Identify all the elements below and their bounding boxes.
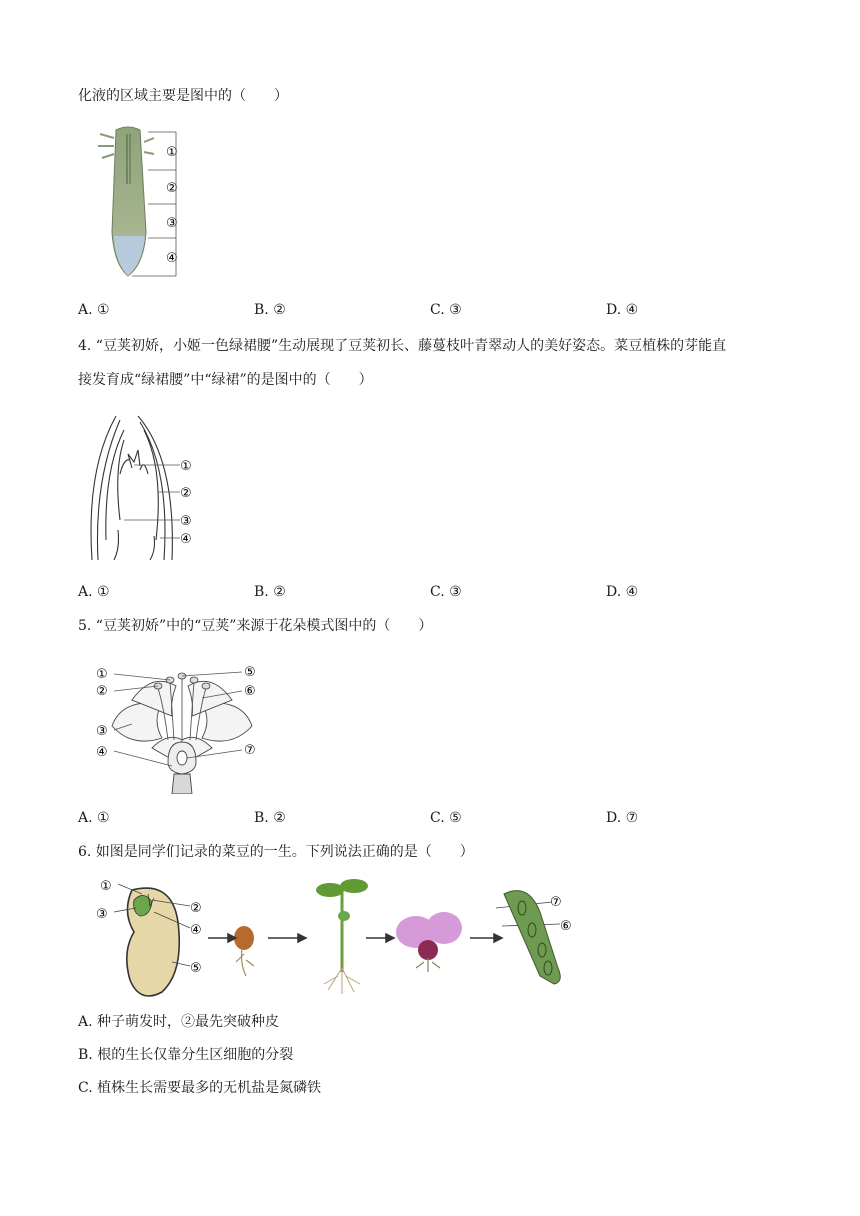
q6-option-c[interactable]: C. 植株生长需要最多的无机盐是氮磷铁 [78, 1080, 322, 1096]
bean-label-5: ⑤ [190, 961, 202, 976]
q4-option-b[interactable]: B. ② [254, 584, 286, 600]
bean-life-cycle-figure [92, 872, 592, 1000]
bean-label-6: ⑥ [560, 919, 572, 934]
seedling [316, 879, 368, 994]
bud-section-figure [84, 410, 214, 562]
flower-diagram [92, 658, 272, 794]
q5-option-c[interactable]: C. ⑤ [430, 810, 462, 826]
root-label-3: ③ [166, 216, 178, 231]
bean-label-7: ⑦ [550, 895, 562, 910]
bud-label-2: ② [180, 486, 192, 501]
germinating-seed [234, 926, 254, 976]
flower-label-5: ⑤ [244, 665, 256, 680]
bean-flower [396, 912, 462, 972]
q6-stem: 6. 如图是同学们记录的菜豆的一生。下列说法正确的是（ ） [78, 844, 474, 860]
q3-option-c[interactable]: C. ③ [430, 302, 462, 318]
flower-label-1: ① [96, 667, 108, 682]
bud-label-1: ① [180, 459, 192, 474]
q4-stem-line2: 接发育成“绿裙腰”中“绿裙”的是图中的（ ） [78, 372, 373, 388]
q3-option-a[interactable]: A. ① [78, 302, 110, 318]
root-label-2: ② [166, 181, 178, 196]
q4-option-a[interactable]: A. ① [78, 584, 110, 600]
root-label-1: ① [166, 145, 178, 160]
q4-stem-line1: 4. “豆荚初娇，小姬一色绿裙腰”生动展现了豆荚初长、藤蔓枝叶青翠动人的美好姿态。菜豆植株的芽能直 [78, 338, 727, 354]
q4-option-d[interactable]: D. ④ [606, 584, 639, 600]
flower-label-2: ② [96, 684, 108, 699]
q5-option-d[interactable]: D. ⑦ [606, 810, 639, 826]
bud-label-4: ④ [180, 532, 192, 547]
q5-option-a[interactable]: A. ① [78, 810, 110, 826]
bean-seed-diagram [127, 888, 179, 996]
root-label-4: ④ [166, 251, 178, 266]
q6-option-a[interactable]: A. 种子萌发时，②最先突破种皮 [78, 1014, 280, 1030]
q5-option-b[interactable]: B. ② [254, 810, 286, 826]
root-tip-figure [92, 124, 192, 280]
q5-stem: 5. “豆荚初娇”中的“豆荚”来源于花朵模式图中的（ ） [78, 618, 433, 634]
bean-label-4: ④ [190, 923, 202, 938]
q3-stem: 化液的区域主要是图中的（ ） [78, 88, 288, 104]
flower-label-4: ④ [96, 745, 108, 760]
q4-option-c[interactable]: C. ③ [430, 584, 462, 600]
bean-label-1: ① [100, 879, 112, 894]
flower-label-6: ⑥ [244, 684, 256, 699]
flower-label-7: ⑦ [244, 743, 256, 758]
bud-label-3: ③ [180, 514, 192, 529]
bean-label-2: ② [190, 901, 202, 916]
flower-label-3: ③ [96, 724, 108, 739]
q3-option-b[interactable]: B. ② [254, 302, 286, 318]
q3-option-d[interactable]: D. ④ [606, 302, 639, 318]
q6-option-b[interactable]: B. 根的生长仅靠分生区细胞的分裂 [78, 1047, 294, 1063]
bean-label-3: ③ [96, 907, 108, 922]
